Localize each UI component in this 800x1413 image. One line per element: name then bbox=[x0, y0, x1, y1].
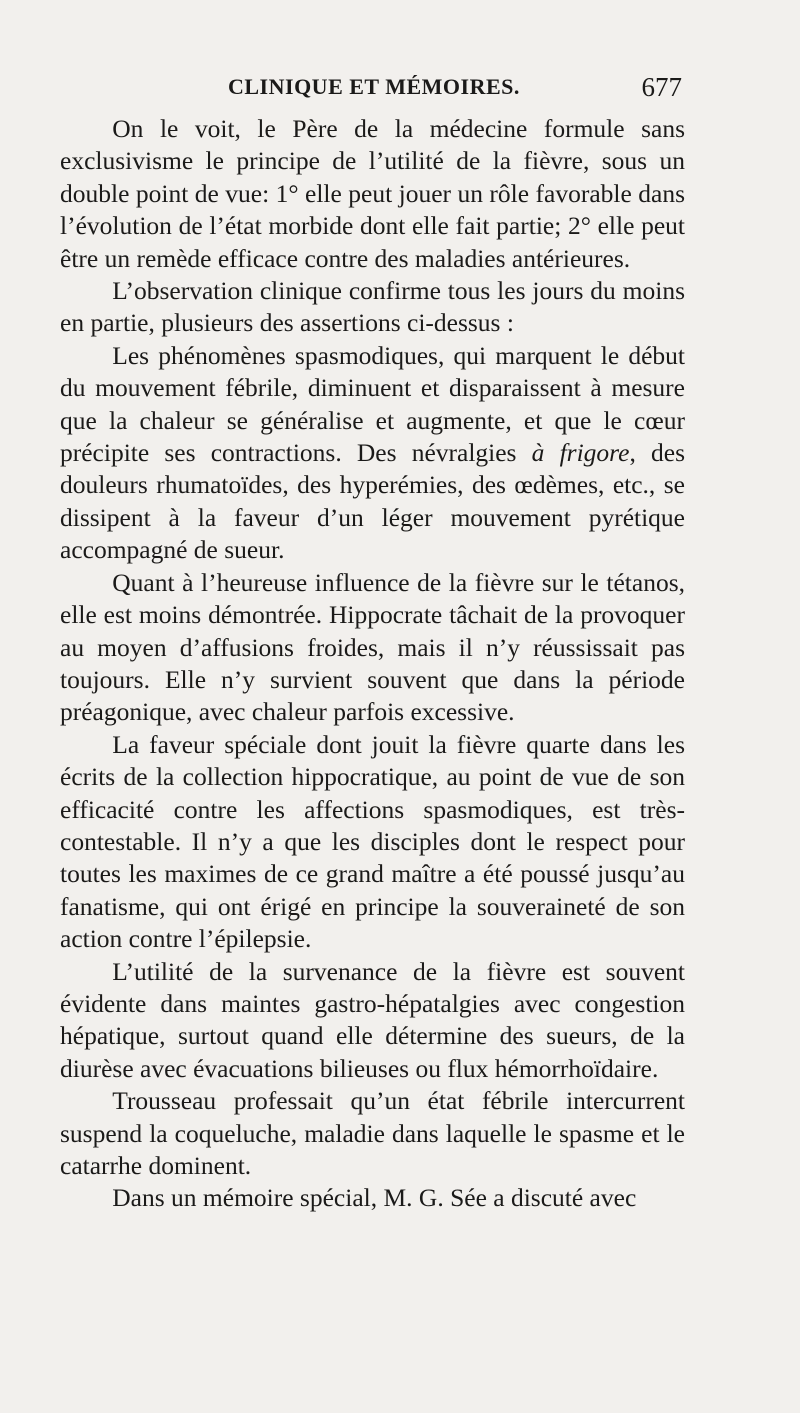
paragraph-text: , des douleurs rhumatoïdes, des hyperémies, des œdèmes, etc., se dissipent à la faveur d’un léger mouvement pyrétique accompagné de sueur. bbox=[60, 438, 686, 565]
page-header bbox=[70, 74, 682, 108]
paragraph-trousseau: Trousseau professait qu’un état fébrile intercurrent suspend la coqueluche, maladie dans laquelle le spasme et le catarrhe dominent. bbox=[60, 1086, 685, 1180]
paragraph-hippocrates-fever: On le voit, le Père de la médecine formule sans exclusivisme le principe de l’utilité de la fièvre, sous un double point de vue: 1° elle peut jouer un rôle favorable dans l’évolution de l’état morbide dont elle fait partie; 2° elle peut être un remède efficace contre des maladies antérieures. bbox=[60, 114, 685, 273]
paragraph-quartan-fever: La faveur spéciale dont jouit la fièvre quarte dans les écrits de la collection hippocratique, au point de vue de son efficacité contre les affections spasmodiques, est très-contestable. Il n’y a que les disciples dont le respect pour toutes les maximes de ce grand maître a été poussé jusqu’au fanatisme, qui ont érigé en principe la souveraineté de son action contre l’épilepsie. bbox=[60, 729, 685, 954]
page-number: 677 bbox=[641, 72, 682, 102]
paragraph-spasmodic-phenomena bbox=[60, 340, 685, 567]
paragraph-clinical-observation: L’observation clinique confirme tous les jours du moins en partie, plusieurs des assertions ci-dessus : bbox=[60, 276, 685, 338]
body-text bbox=[60, 113, 685, 1215]
paragraph-see-memoir: Dans un mémoire spécial, M. G. Sée a discuté avec bbox=[112, 1183, 637, 1213]
running-title: CLINIQUE ET MÉMOIRES. bbox=[228, 74, 520, 99]
latin-term: à frigore bbox=[531, 438, 630, 468]
paragraph-gastro-hepatalgia: L’utilité de la survenance de la fièvre est souvent évidente dans maintes gastro-hépatalgies avec congestion hépatique, surtout quand elle détermine des sueurs, de la diurèse avec évacuations bilieuses ou flux hémorrhoïdaire. bbox=[60, 956, 685, 1083]
paragraph-tetanus: Quant à l’heureuse influence de la fièvre sur le tétanos, elle est moins démontrée. Hippocrate tâchait de la provoquer au moyen d’affusions froides, mais il n’y réussissait pas toujours. Elle n’y survient souvent que dans la période préagonique, avec chaleur parfois excessive. bbox=[60, 567, 685, 727]
paragraph-text: Les phénomènes spasmodiques, qui marquent le début du mouvement fébrile, diminuent et disparaissent à mesure que la chaleur se généralise et augmente, et que le cœur précipite ses contractions. Des névralgies bbox=[60, 340, 685, 468]
